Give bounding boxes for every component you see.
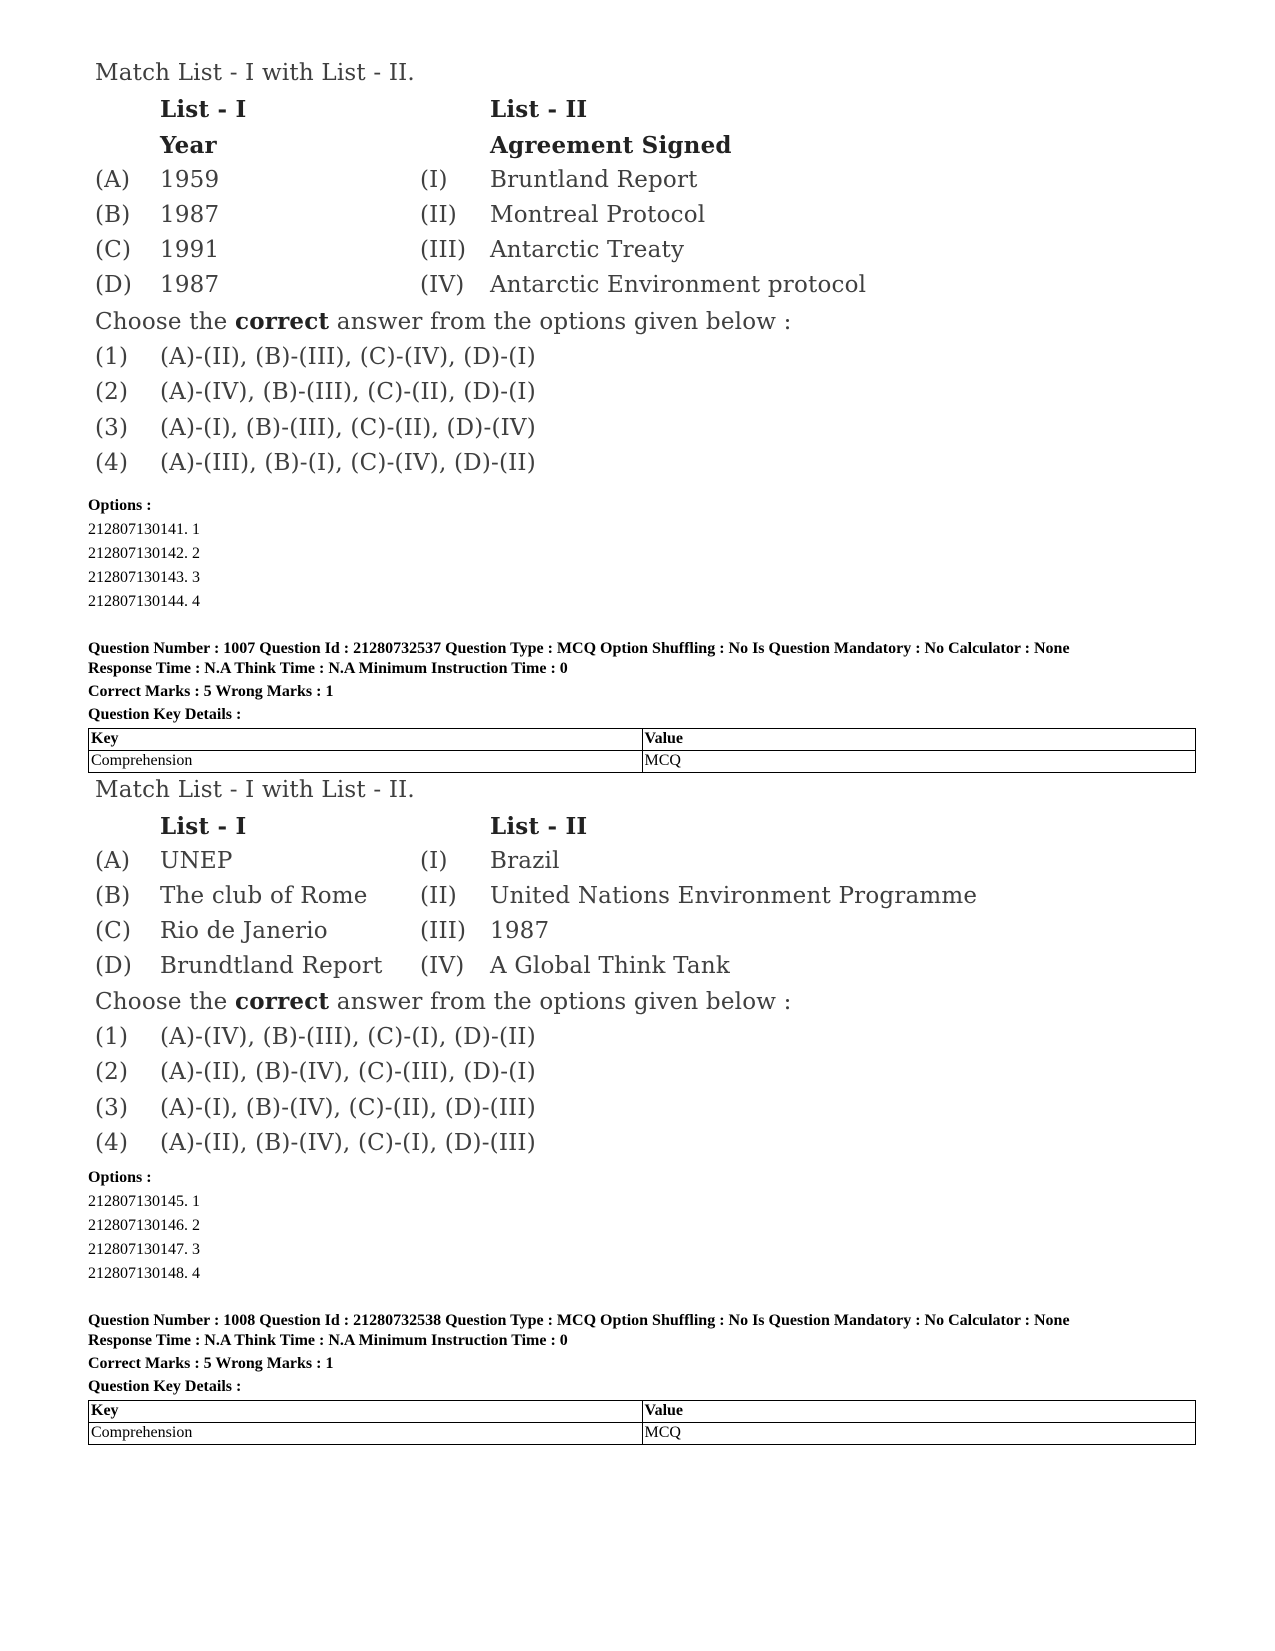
choose-instruction: Choose the correct answer from the options given below : [95,308,792,335]
table-header-row [89,729,1196,751]
option-item: 212807130146. 2 [88,1217,200,1234]
table-cell-key: Comprehension [89,751,643,773]
list2-header: List - II [490,813,588,840]
marks-line: Correct Marks : 5 Wrong Marks : 1 [88,683,334,700]
question-meta-line: Response Time : N.A Think Time : N.A Minimum Instruction Time : 0 [88,660,568,677]
key-details-label: Question Key Details : [88,706,242,723]
question-meta-1007 [88,639,1198,725]
option-item: 212807130144. 4 [88,593,200,610]
options-block-1007 [88,1166,1198,1286]
list2-header: List - II [490,96,588,123]
choose-instruction: Choose the correct answer from the options given below : [95,988,792,1015]
question-image-prev: Match List - I with List - II. List - I List - II Year Agreement Signed (A) 1959 (I) Bruntland Report (B) 1987 (II) Montreal Protocol (C) 1991 (III) Antarctic Treaty (D) 1987 (IV) Antarctic Environment protocol Choose the correct answer from the options given below : (1) (A)-(II), (B)-(III), (C)-(IV), (D)-(I) (2) (A)-(IV), (B)-(III), (C)-(II), (D)-(I) (3) (A)-(I), (B)-(III), (C)-(II), (D)-(IV) (4) (A)-(III), (B)-(I), (C)-(IV), (D)-(II) [95,60,867,476]
options-block-prev [88,494,1198,614]
question-key-table-1007 [88,728,1196,773]
question-meta-line: Question Number : 1007 Question Id : 21280732537 Question Type : MCQ Option Shuffling : No Is Question Mandatory : No Calculator : None [88,640,1070,657]
table-cell-value: MCQ [642,751,1196,773]
option-item: 212807130148. 4 [88,1265,200,1282]
question-meta-1008 [88,1311,1198,1397]
question-meta-line: Question Number : 1008 Question Id : 21280732538 Question Type : MCQ Option Shuffling : No Is Question Mandatory : No Calculator : None [88,1312,1070,1329]
table-header-key: Key [89,1401,643,1423]
match-instruction: Match List - I with List - II. [95,777,415,803]
list1-header: List - I [160,96,247,123]
table-row [89,1423,1196,1445]
table-header-value: Value [642,729,1196,751]
option-item: 212807130145. 1 [88,1193,200,1210]
options-label: Options : [88,497,152,514]
table-cell-value: MCQ [642,1423,1196,1445]
table-cell-key: Comprehension [89,1423,643,1445]
list2-subheader: Agreement Signed [490,132,732,159]
list1-subheader: Year [160,132,217,159]
marks-line: Correct Marks : 5 Wrong Marks : 1 [88,1355,334,1372]
question-key-table-1008 [88,1400,1196,1445]
option-item: 212807130142. 2 [88,545,200,562]
options-label: Options : [88,1169,152,1186]
option-item: 212807130147. 3 [88,1241,200,1258]
table-header-row [89,1401,1196,1423]
option-item: 212807130143. 3 [88,569,200,586]
key-details-label: Question Key Details : [88,1378,242,1395]
question-meta-line: Response Time : N.A Think Time : N.A Minimum Instruction Time : 0 [88,1332,568,1349]
match-instruction: Match List - I with List - II. [95,60,415,86]
list1-header: List - I [160,813,247,840]
option-item: 212807130141. 1 [88,521,200,538]
question-image-1007: Match List - I with List - II. List - I List - II (A) UNEP (I) Brazil (B) The club of Rome (II) United Nations Environment Programme (C) Rio de Janerio (III) 1987 (D) Brundtland Report (IV) A Global Think Tank Choose the correct answer from the options given below : (1) (A)-(IV), (B)-(III), (C)-(I), (D)-(II) (2) (A)-(II), (B)-(IV), (C)-(III), (D)-(I) (3) (A)-(I), (B)-(IV), (C)-(II), (D)-(III) (4) (A)-(II), (B)-(IV), (C)-(I), (D)-(III) [95,777,978,1156]
table-row [89,751,1196,773]
table-header-value: Value [642,1401,1196,1423]
table-header-key: Key [89,729,643,751]
